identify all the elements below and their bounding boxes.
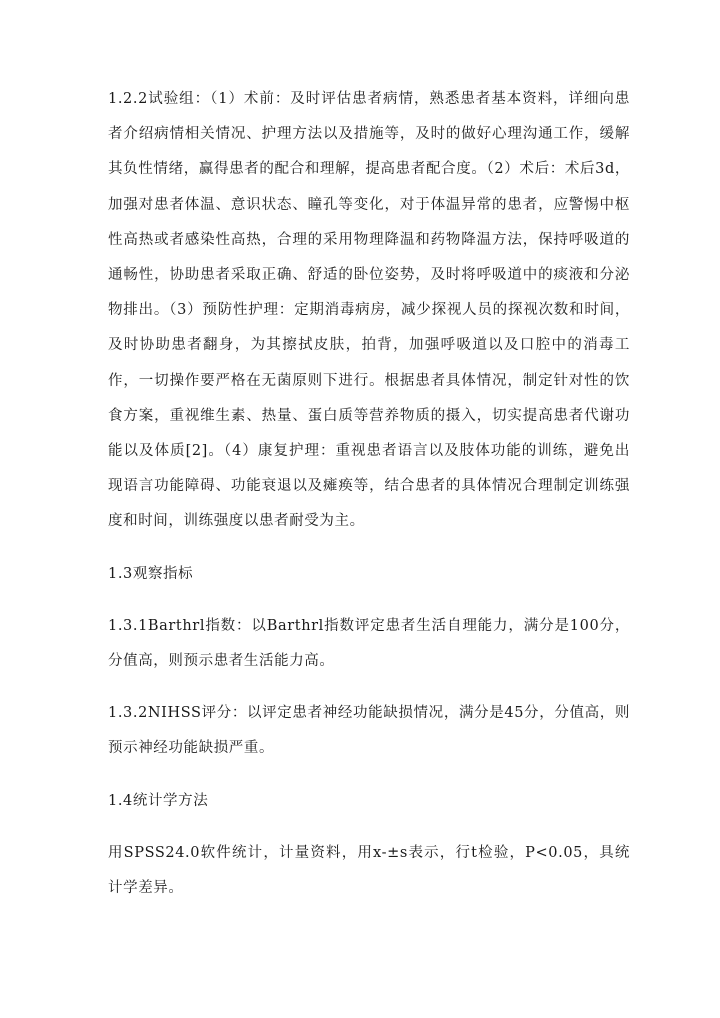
document-body [108, 82, 630, 906]
paragraph-experimental-group: 1.2.2试验组：（1）术前：及时评估患者病情，熟悉患者基本资料，详细向患者介绍病情相关情况、护理方法以及措施等，及时的做好心理沟通工作，缓解其负性情绪，赢得患者的配合和理解，提高患者配合度。（2）术后：术后3d，加强对患者体温、意识状态、瞳孔等变化，对于体温异常的患者，应警惕中枢性高热或者感染性高热，合理的采用物理降温和药物降温方法，保持呼吸道的通畅性，协助患者采取正确、舒适的卧位姿势，及时将呼吸道中的痰液和分泌物排出。（3）预防性护理：定期消毒病房，减少探视人员的探视次数和时间，及时协助患者翻身，为其擦拭皮肤，拍背，加强呼吸道以及口腔中的消毒工作，一切操作要严格在无菌原则下进行。根据患者具体情况，制定针对性的饮食方案，重视维生素、热量、蛋白质等营养物质的摄入，切实提高患者代谢功能以及体质[2]。（4）康复护理：重视患者语言以及肢体功能的训练，避免出现语言功能障碍、功能衰退以及瘫痪等，结合患者的具体情况合理制定训练强度和时间，训练强度以患者耐受为主。 [108, 91, 630, 530]
heading-observation-indicators: 1.3观察指标 [108, 565, 194, 582]
paragraph-nihss-score: 1.3.2NIHSS评分：以评定患者神经功能缺损情况，满分是45分，分值高，则预示神经功能缺损严重。 [108, 705, 630, 757]
paragraph-barthel-index: 1.3.1Barthrl指数：以Barthrl指数评定患者生活自理能力，满分是100分，分值高，则预示患者生活能力高。 [108, 617, 630, 670]
heading-statistical-methods: 1.4统计学方法 [108, 792, 209, 809]
paragraph-statistics: 用SPSS24.0软件统计，计量资料，用x-±s表示，行t检验，P<0.05，具统计学差异。 [108, 844, 630, 897]
